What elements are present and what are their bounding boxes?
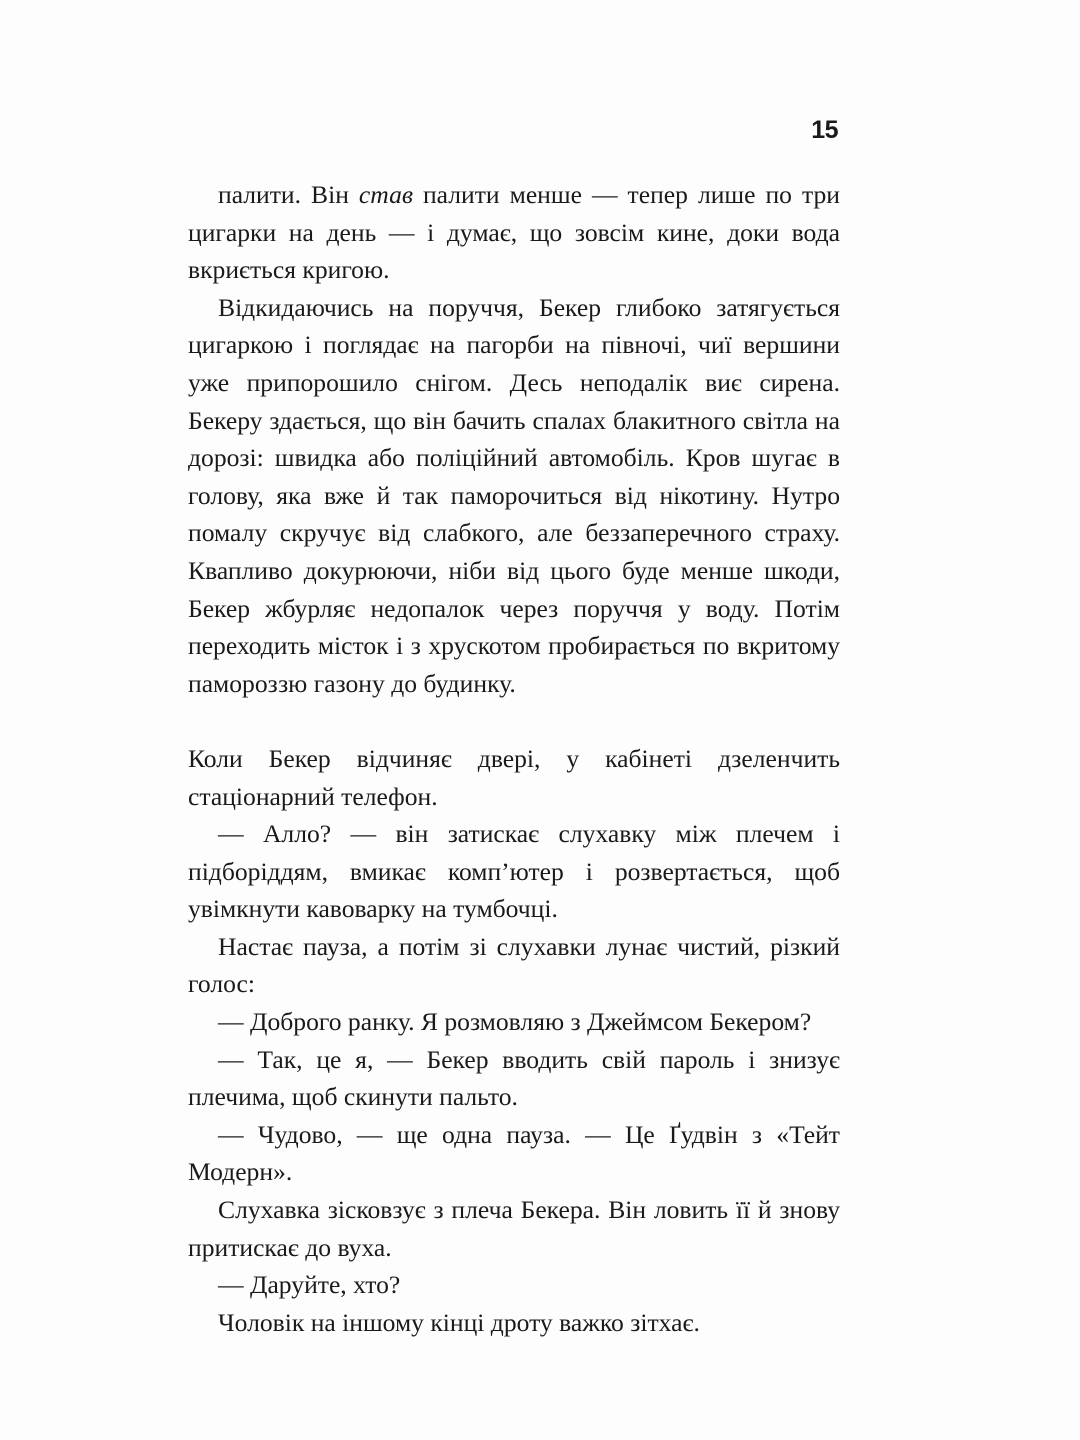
body-text-column <box>188 176 840 1341</box>
dialogue-line: — Доброго ранку. Я розмовляю з Джеймсом Бекером? <box>218 1007 812 1037</box>
paragraph: Слухавка зісковзує з плеча Бекера. Він ловить її й знову притискає до вуха. <box>188 1195 840 1262</box>
dialogue-line: — Так, це я, — Бекер вводить свій пароль і знизує плечима, щоб скинути пальто. <box>188 1044 840 1112</box>
page-number: 15 <box>811 116 838 144</box>
paragraph-text-tail: палити менше — тепер лише по три цигарки на день — і думає, що зовсім кине, доки вода вкриється кригою. <box>188 180 840 285</box>
paragraph-scene-opening: Коли Бекер відчиняє двері, у кабінеті дзеленчить стаціонарний телефон. <box>188 743 840 811</box>
paragraph: Настає пауза, а потім зі слухавки лунає чистий, різкий голос: <box>188 931 840 999</box>
paragraph: Відкидаючись на поруччя, Бекер глибоко затягується цигаркою і поглядає на пагорби на півночі, чиї вершини уже припорошило снігом. Десь неподалік виє сирена. Бекеру здається, що він бачить спалах блакитного світла на дорозі: швидка або поліційний автомобіль. Кров шугає в голову, яка вже й так паморочиться від нікотину. Нутро помалу скручує від слабкого, але беззаперечного страху. Квапливо докурюючи, ніби від цього буде менше шкоди, Бекер жбурляє недопалок через поруччя у воду. Потім переходить місток і з хрускотом пробирається по вкритому памороззю газону до будинку. <box>188 292 840 698</box>
emphasis-word: став <box>358 180 413 209</box>
dialogue-line: — Даруйте, хто? <box>218 1270 401 1300</box>
paragraph-text-lead: палити. Він <box>218 180 359 209</box>
paragraph: Чоловік на іншому кінці дроту важко зітхає. <box>218 1307 700 1337</box>
scene-break-spacer <box>188 702 840 740</box>
dialogue-line: — Чудово, — ще одна пауза. — Це Ґудвін з «Тейт Модерн». <box>188 1119 840 1187</box>
dialogue-line: — Алло? — він затискає слухавку між плечем і підборіддям, вмикає комп’ютер і розвертається, щоб увімкнути кавоварку на тумбочці. <box>188 819 840 924</box>
paragraph-continued <box>188 176 840 289</box>
